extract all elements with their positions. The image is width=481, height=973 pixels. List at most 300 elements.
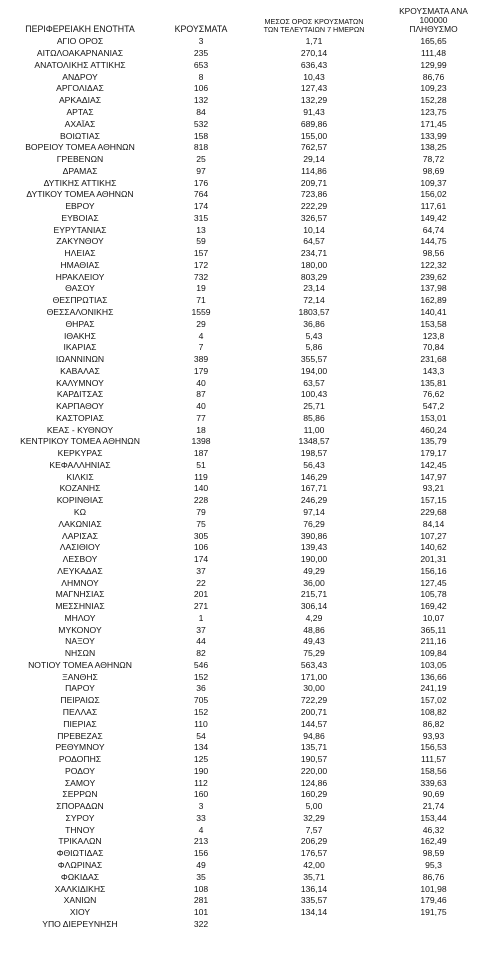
region-cell: ΘΕΣΠΡΩΤΙΑΣ	[52, 295, 108, 306]
region-cell: ΑΝΑΤΟΛΙΚΗΣ ΑΤΤΙΚΗΣ	[34, 59, 126, 70]
cases-cell: 108	[193, 883, 209, 894]
table-row	[0, 83, 481, 95]
per-100000-cell: 127,45	[420, 577, 447, 588]
table-row	[0, 754, 481, 766]
table-row	[0, 260, 481, 272]
avg-cell: 270,14	[300, 48, 328, 59]
table-row	[0, 589, 481, 601]
avg-cell: 5,00	[305, 801, 323, 812]
region-cell: ΛΗΜΝΟΥ	[61, 577, 99, 588]
avg-cell: 215,71	[300, 589, 328, 600]
avg-cell: 76,29	[303, 518, 325, 529]
table-row	[0, 389, 481, 401]
region-cell: ΑΡΚΑΔΙΑΣ	[58, 95, 102, 106]
cases-cell: 106	[193, 542, 209, 553]
per-100000-cell: 90,69	[422, 789, 445, 800]
table-row	[0, 248, 481, 260]
avg-cell: 32,29	[303, 812, 325, 823]
per-100000-cell: 123,75	[420, 106, 447, 117]
cases-cell: 1	[198, 612, 204, 623]
region-cell: ΓΡΕΒΕΝΩΝ	[56, 154, 104, 165]
avg-cell: 85,86	[303, 412, 325, 423]
region-cell: ΝΗΣΩΝ	[64, 648, 96, 659]
table-row	[0, 683, 481, 695]
table-row	[0, 530, 481, 542]
cases-cell: 110	[194, 718, 208, 729]
per-100000-cell: 138,25	[420, 142, 447, 153]
table-row	[0, 671, 481, 683]
region-cell: ΚΑΒΑΛΑΣ	[60, 365, 100, 376]
per-100000-cell: 93,93	[422, 730, 445, 741]
avg-cell: 11,00	[303, 424, 325, 435]
cases-cell: 49	[196, 859, 206, 870]
cases-cell: 77	[196, 412, 206, 423]
per-100000-cell: 111,48	[420, 48, 446, 59]
per-100000-cell: 86,76	[422, 871, 445, 882]
region-cell: ΚΟΖΑΝΗΣ	[59, 483, 101, 494]
table-row	[0, 460, 481, 472]
region-cell: ΕΥΒΟΙΑΣ	[61, 212, 99, 223]
table-row	[0, 848, 481, 860]
cases-cell: 271	[193, 601, 209, 612]
header-per-line1: ΚΡΟΥΣΜΑΤΑ ΑΝΑ 100000	[399, 6, 468, 25]
table-row	[0, 189, 481, 201]
avg-cell: 1348,57	[298, 436, 330, 447]
region-cell: ΙΘΑΚΗΣ	[64, 330, 96, 341]
header-region	[0, 0, 160, 36]
table-row	[0, 71, 481, 83]
table-row	[0, 401, 481, 413]
table-row	[0, 448, 481, 460]
per-100000-cell: 140,41	[420, 306, 447, 317]
per-100000-cell: 156,16	[420, 565, 447, 576]
region-cell: ΚΑΛΥΜΝΟΥ	[56, 377, 104, 388]
table-body	[0, 36, 481, 930]
table-row	[0, 95, 481, 107]
header-region-label: ΠΕΡΙΦΕΡΕΙΑΚΗ ΕΝΟΤΗΤΑ	[25, 24, 135, 34]
region-cell: ΚΕΝΤΡΙΚΟΥ ΤΟΜΕΑ ΑΘΗΝΩΝ	[20, 436, 140, 447]
cases-cell: 157	[193, 248, 209, 259]
table-row	[0, 789, 481, 801]
region-cell: ΧΑΛΚΙΔΙΚΗΣ	[54, 883, 106, 894]
per-100000-cell: 95,3	[425, 859, 442, 870]
per-100000-cell: 239,62	[420, 271, 447, 282]
cases-cell: 19	[196, 283, 206, 294]
region-cell: ΚΩ	[73, 507, 87, 517]
per-100000-cell: 171,45	[420, 118, 447, 129]
table-row	[0, 554, 481, 566]
region-cell: ΣΕΡΡΩΝ	[62, 789, 98, 800]
table-row	[0, 577, 481, 589]
avg-cell: 160,29	[300, 789, 328, 800]
region-cell: ΦΘΙΩΤΙΔΑΣ	[56, 848, 104, 859]
avg-cell: 64,57	[303, 236, 325, 247]
avg-cell: 25,71	[303, 401, 325, 412]
table-row	[0, 365, 481, 377]
table-row	[0, 777, 481, 789]
table-row	[0, 518, 481, 530]
avg-cell: 1,71	[305, 36, 323, 47]
region-cell: ΠΙΕΡΙΑΣ	[63, 718, 97, 729]
table-row	[0, 48, 481, 60]
table-row	[0, 212, 481, 224]
table-row	[0, 483, 481, 495]
cases-cell: 818	[193, 142, 209, 153]
avg-cell: 167,71	[300, 483, 328, 494]
cases-cell: 51	[196, 459, 206, 470]
avg-cell: 723,86	[300, 189, 328, 200]
per-100000-cell: 547,2	[422, 401, 445, 412]
region-cell: ΛΕΥΚΑΔΑΣ	[57, 565, 103, 576]
cases-cell: 29	[196, 318, 206, 329]
table-row	[0, 883, 481, 895]
avg-cell: 306,14	[300, 601, 328, 612]
table-row	[0, 801, 481, 813]
avg-cell: 139,43	[300, 542, 328, 553]
per-100000-cell: 142,45	[420, 459, 447, 470]
avg-cell: 209,71	[300, 177, 328, 188]
per-100000-cell: 105,78	[420, 589, 447, 600]
region-cell: ΑΝΔΡΟΥ	[62, 71, 98, 82]
per-100000-cell: 136,66	[420, 671, 447, 682]
table-row	[0, 471, 481, 483]
cases-cell: 653	[193, 59, 209, 70]
table-row	[0, 154, 481, 166]
region-cell: ΥΠΟ ΔΙΕΡΕΥΝΗΣΗ	[42, 918, 118, 929]
region-cell: ΜΥΚΟΝΟΥ	[58, 624, 102, 635]
per-100000-cell: 70,84	[422, 342, 445, 353]
cases-cell: 172	[193, 259, 209, 270]
per-100000-cell: 86,76	[422, 71, 445, 82]
avg-cell: 10,43	[303, 71, 325, 82]
per-100000-cell: 86,82	[422, 718, 445, 729]
avg-cell: 4,29	[305, 612, 323, 623]
per-100000-cell: 21,74	[422, 801, 445, 812]
avg-cell: 180,00	[300, 259, 328, 270]
cases-cell: 228	[193, 495, 209, 506]
avg-cell: 97,14	[303, 507, 325, 517]
cases-cell: 179	[193, 365, 209, 376]
region-cell: ΗΜΑΘΙΑΣ	[60, 259, 100, 270]
avg-cell: 42,00	[303, 859, 325, 870]
cases-cell: 101	[193, 907, 209, 918]
per-100000-cell: 137,98	[420, 283, 447, 294]
cases-cell: 732	[193, 271, 209, 282]
region-cell: ΦΛΩΡΙΝΑΣ	[57, 859, 103, 870]
cases-cell: 140	[193, 483, 209, 494]
per-100000-cell: 460,24	[420, 424, 447, 435]
table-row	[0, 565, 481, 577]
table-row	[0, 318, 481, 330]
per-100000-cell: 339,63	[420, 777, 447, 788]
cases-cell: 160	[193, 789, 209, 800]
region-cell: ΘΕΣΣΑΛΟΝΙΚΗΣ	[46, 306, 114, 317]
per-100000-cell: 229,68	[420, 507, 447, 517]
per-100000-cell: 241,19	[420, 683, 447, 694]
avg-cell: 222,29	[300, 201, 328, 212]
table-row	[0, 495, 481, 507]
per-100000-cell: 135,79	[420, 436, 447, 447]
avg-cell: 390,86	[300, 530, 328, 541]
table-row	[0, 601, 481, 613]
region-cell: ΚΙΛΚΙΣ	[66, 471, 94, 482]
per-100000-cell: 123,8	[422, 330, 445, 341]
table-header	[0, 0, 481, 36]
table-row	[0, 918, 481, 930]
per-100000-cell: 98,56	[422, 248, 445, 259]
avg-cell: 114,86	[301, 165, 327, 176]
region-cell: ΚΕΑΣ - ΚΥΘΝΟΥ	[46, 424, 114, 435]
cases-cell: 40	[196, 401, 206, 412]
table-row	[0, 307, 481, 319]
region-cell: ΝΑΞΟΥ	[65, 636, 95, 647]
region-cell: ΠΑΡΟΥ	[65, 683, 95, 694]
table-row	[0, 707, 481, 719]
avg-cell: 49,29	[303, 565, 325, 576]
region-cell: ΑΡΤΑΣ	[66, 106, 94, 117]
region-cell: ΝΟΤΙΟΥ ΤΟΜΕΑ ΑΘΗΝΩΝ	[28, 659, 132, 670]
per-100000-cell: 109,84	[420, 648, 447, 659]
cases-cell: 152	[193, 707, 209, 718]
avg-cell: 63,57	[303, 377, 325, 388]
region-cell: ΦΩΚΙΔΑΣ	[60, 871, 100, 882]
avg-cell: 94,86	[303, 730, 325, 741]
per-100000-cell: 149,42	[420, 212, 447, 223]
table-row	[0, 118, 481, 130]
region-cell: ΜΗΛΟΥ	[64, 612, 96, 623]
avg-cell: 30,00	[303, 683, 325, 694]
table-row	[0, 36, 481, 48]
region-cell: ΠΕΛΛΑΣ	[62, 707, 98, 718]
cases-cell: 174	[193, 554, 209, 565]
region-cell: ΡΟΔΟΠΗΣ	[58, 754, 102, 765]
avg-cell: 1803,57	[298, 306, 330, 317]
per-100000-cell: 108,82	[420, 707, 447, 718]
cases-cell: 125	[193, 754, 209, 765]
region-cell: ΛΑΡΙΣΑΣ	[62, 530, 98, 541]
per-100000-cell: 93,21	[422, 483, 445, 494]
region-cell: ΠΡΕΒΕΖΑΣ	[57, 730, 103, 741]
table-row	[0, 542, 481, 554]
cases-cell: 22	[196, 577, 206, 588]
avg-cell: 762,57	[300, 142, 328, 153]
per-100000-cell: 98,69	[422, 165, 445, 176]
per-100000-cell: 122,32	[420, 259, 447, 270]
region-cell: ΕΒΡΟΥ	[65, 201, 95, 212]
cases-cell: 82	[196, 648, 206, 659]
region-cell: ΒΟΡΕΙΟΥ ΤΟΜΕΑ ΑΘΗΝΩΝ	[25, 142, 135, 153]
per-100000-cell: 156,53	[420, 742, 447, 753]
table-row	[0, 60, 481, 72]
avg-cell: 689,86	[300, 118, 328, 129]
table-row	[0, 765, 481, 777]
table-row	[0, 860, 481, 872]
region-cell: ΚΑΡΠΑΘΟΥ	[56, 401, 104, 412]
region-cell: ΞΑΝΘΗΣ	[62, 671, 98, 682]
per-100000-cell: 135,81	[420, 377, 447, 388]
region-cell: ΔΥΤΙΚΗΣ ΑΤΤΙΚΗΣ	[43, 177, 117, 188]
cases-cell: 281	[193, 895, 209, 906]
per-100000-cell: 169,42	[420, 601, 447, 612]
avg-cell: 326,57	[300, 212, 328, 223]
avg-cell: 5,43	[305, 330, 323, 341]
avg-cell: 194,00	[300, 365, 328, 376]
cases-cell: 18	[196, 424, 206, 435]
region-cell: ΜΑΓΝΗΣΙΑΣ	[55, 589, 105, 600]
avg-cell: 5,86	[305, 342, 323, 353]
cases-cell: 79	[196, 507, 206, 517]
cases-cell: 119	[194, 471, 208, 482]
table-row	[0, 201, 481, 213]
avg-cell: 636,43	[300, 59, 328, 70]
header-avg-line2: ΤΩΝ ΤΕΛΕΥΤΑΙΩΝ 7 ΗΜΕΡΩΝ	[263, 25, 365, 34]
table-row	[0, 624, 481, 636]
cases-cell: 75	[196, 518, 206, 529]
table-row	[0, 813, 481, 825]
per-100000-cell: 365,11	[420, 624, 447, 635]
region-cell: ΚΕΦΑΛΛΗΝΙΑΣ	[49, 459, 111, 470]
cases-cell: 1559	[191, 306, 211, 317]
region-cell: ΗΡΑΚΛΕΙΟΥ	[55, 271, 105, 282]
cases-cell: 84	[196, 106, 206, 117]
per-100000-cell: 84,14	[422, 518, 445, 529]
cases-cell: 4	[198, 824, 204, 835]
cases-cell: 106	[193, 83, 209, 94]
cases-cell: 134	[193, 742, 209, 753]
per-100000-cell: 162,49	[420, 836, 447, 847]
avg-cell: 29,14	[303, 154, 325, 165]
table-row	[0, 413, 481, 425]
region-cell: ΖΑΚΥΝΘΟΥ	[56, 236, 104, 247]
avg-cell: 124,86	[300, 777, 328, 788]
per-100000-cell: 152,28	[420, 95, 447, 106]
cases-cell: 35	[196, 871, 206, 882]
table-row	[0, 142, 481, 154]
avg-cell: 7,57	[305, 824, 323, 835]
per-100000-cell: 147,97	[420, 471, 447, 482]
per-100000-cell: 140,62	[420, 542, 447, 553]
per-100000-cell: 133,99	[420, 130, 447, 141]
cases-cell: 389	[193, 354, 209, 365]
region-cell: ΚΑΣΤΟΡΙΑΣ	[56, 412, 104, 423]
per-100000-cell: 179,17	[420, 448, 447, 459]
per-100000-cell: 143,3	[422, 365, 445, 376]
per-100000-cell: 107,27	[420, 530, 447, 541]
per-100000-cell: 10,07	[422, 612, 445, 623]
table-row	[0, 354, 481, 366]
per-100000-cell: 109,23	[420, 83, 447, 94]
table-row	[0, 648, 481, 660]
header-per-100000	[386, 0, 481, 36]
region-cell: ΚΕΡΚΥΡΑΣ	[57, 448, 103, 459]
avg-cell: 100,43	[300, 389, 328, 400]
avg-cell: 803,29	[300, 271, 328, 282]
cases-cell: 8	[198, 71, 204, 82]
per-100000-cell: 98,59	[422, 848, 445, 859]
per-100000-cell: 153,58	[420, 318, 447, 329]
header-cases-label: ΚΡΟΥΣΜΑΤΑ	[174, 24, 228, 34]
table-row	[0, 107, 481, 119]
avg-cell: 146,29	[300, 471, 328, 482]
cases-cell: 174	[193, 201, 209, 212]
avg-cell: 36,86	[303, 318, 325, 329]
table-row	[0, 165, 481, 177]
avg-cell: 134,14	[300, 907, 328, 918]
cases-cell: 132	[193, 95, 209, 106]
table-row	[0, 730, 481, 742]
cases-cell: 187	[193, 448, 209, 459]
region-cell: ΗΛΕΙΑΣ	[64, 248, 96, 259]
per-100000-cell: 153,01	[420, 412, 447, 423]
avg-cell: 355,57	[300, 354, 328, 365]
header-cases	[160, 0, 242, 36]
avg-cell: 190,57	[300, 754, 328, 765]
avg-cell: 722,29	[300, 695, 328, 706]
table-row	[0, 695, 481, 707]
per-100000-cell: 103,05	[420, 659, 447, 670]
table-row	[0, 330, 481, 342]
per-100000-cell: 162,89	[420, 295, 447, 306]
cases-cell: 305	[193, 530, 209, 541]
region-cell: ΛΑΣΙΘΙΟΥ	[59, 542, 101, 553]
per-100000-cell: 144,75	[420, 236, 447, 247]
header-avg-line1: ΜΕΣΟΣ ΟΡΟΣ ΚΡΟΥΣΜΑΤΩΝ	[264, 17, 364, 26]
cases-cell: 546	[193, 659, 209, 670]
avg-cell: 48,86	[303, 624, 325, 635]
table-row	[0, 295, 481, 307]
region-cell: ΔΡΑΜΑΣ	[62, 165, 98, 176]
cases-cell: 59	[196, 236, 206, 247]
per-100000-cell: 157,15	[420, 495, 447, 506]
cases-cell: 54	[196, 730, 206, 741]
avg-cell: 91,43	[303, 106, 325, 117]
avg-cell: 10,14	[303, 224, 325, 235]
per-100000-cell: 157,02	[420, 695, 447, 706]
per-100000-cell: 46,32	[422, 824, 445, 835]
cases-cell: 190	[193, 765, 209, 776]
avg-cell: 206,29	[300, 836, 328, 847]
per-100000-cell: 76,62	[422, 389, 445, 400]
per-100000-cell: 153,44	[420, 812, 447, 823]
region-cell: ΒΟΙΩΤΙΑΣ	[60, 130, 100, 141]
region-cell: ΧΑΝΙΩΝ	[63, 895, 97, 906]
cases-cell: 213	[193, 836, 209, 847]
per-100000-cell: 129,99	[420, 59, 447, 70]
per-100000-cell: 64,74	[422, 224, 445, 235]
per-100000-cell: 117,61	[420, 201, 447, 212]
cases-cell: 7	[198, 342, 204, 353]
region-cell: ΤΡΙΚΑΛΩΝ	[58, 836, 102, 847]
per-100000-cell: 201,31	[420, 554, 447, 565]
per-100000-cell: 109,37	[420, 177, 447, 188]
avg-cell: 127,43	[300, 83, 328, 94]
table-row	[0, 224, 481, 236]
cases-cell: 156	[193, 848, 209, 859]
avg-cell: 246,29	[300, 495, 328, 506]
region-cell: ΘΗΡΑΣ	[65, 318, 95, 329]
region-cell: ΡΕΘΥΜΝΟΥ	[55, 742, 105, 753]
table-row	[0, 636, 481, 648]
cases-cell: 201	[193, 589, 209, 600]
region-cell: ΧΙΟΥ	[69, 907, 91, 918]
cases-cell: 315	[193, 212, 209, 223]
table-row	[0, 718, 481, 730]
avg-cell: 190,00	[300, 554, 328, 565]
region-cell: ΣΥΡΟΥ	[65, 812, 95, 823]
avg-cell: 36,00	[303, 577, 325, 588]
region-cell: ΛΑΚΩΝΙΑΣ	[58, 518, 102, 529]
avg-cell: 198,57	[300, 448, 328, 459]
